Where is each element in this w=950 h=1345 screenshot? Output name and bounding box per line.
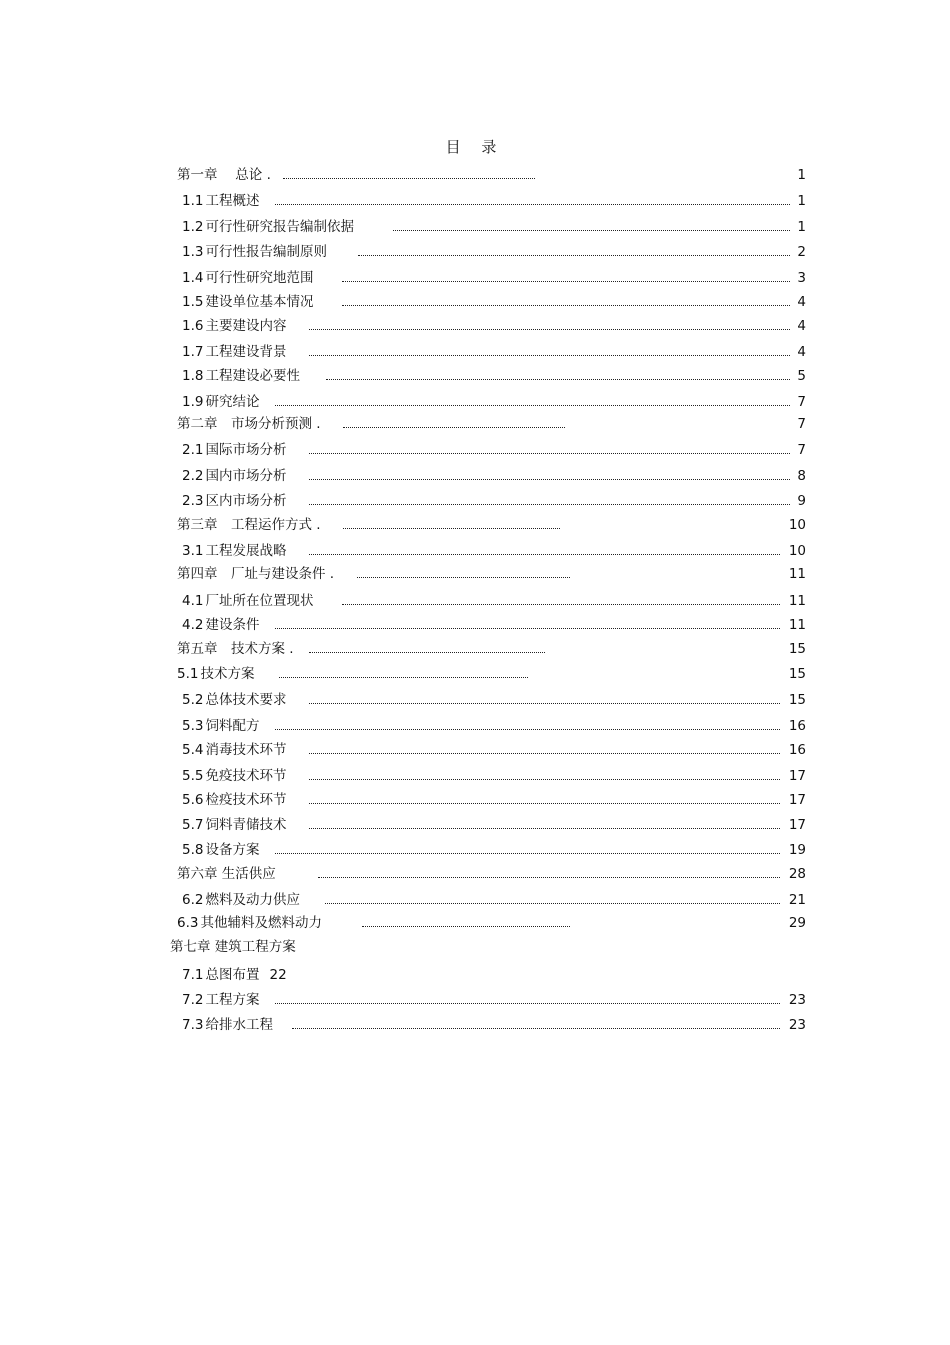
toc-chapter-entry[interactable]	[0, 414, 950, 434]
toc-dot-leader	[343, 528, 560, 529]
toc-entry-number: 5.7	[182, 817, 204, 833]
toc-entry-number: 1.7	[182, 344, 204, 360]
toc-dot-leader	[342, 281, 790, 282]
toc-dot-leader	[292, 1028, 780, 1029]
toc-dot-leader	[362, 926, 570, 927]
toc-entry-label	[182, 541, 290, 561]
toc-page-number: 28	[788, 866, 806, 882]
toc-section-entry[interactable]	[0, 292, 950, 312]
toc-entry-label	[182, 466, 290, 486]
toc-entry-number: 1.3	[182, 244, 204, 260]
toc-entry-label	[170, 937, 300, 957]
toc-entry-text: 总体技术要求	[205, 692, 287, 708]
toc-entry-text: 给排水工程	[205, 1017, 273, 1033]
toc-entry-number: 4.1	[182, 593, 204, 609]
toc-page-number: 16	[788, 742, 806, 758]
toc-section-entry[interactable]	[0, 664, 950, 684]
toc-entry-number: 4.2	[182, 617, 204, 633]
toc-dot-leader	[343, 427, 565, 428]
toc-page-number: 15	[788, 641, 806, 657]
toc-entry-text: 总图布置	[205, 967, 260, 983]
toc-entry-number: 5.1	[177, 666, 199, 682]
toc-chapter-entry[interactable]	[0, 165, 950, 185]
toc-entry-number: 5.4	[182, 742, 204, 758]
toc-page-number: 1	[797, 219, 806, 235]
toc-entry-number: 5.2	[182, 692, 204, 708]
toc-section-entry[interactable]	[0, 840, 950, 860]
toc-page-number: 15	[788, 692, 806, 708]
toc-section-entry[interactable]	[0, 990, 950, 1010]
toc-page-number: 23	[788, 992, 806, 1008]
toc-entry-label	[182, 615, 263, 635]
toc-section-entry[interactable]	[0, 217, 950, 237]
toc-entry-label	[182, 217, 358, 237]
toc-entry-text: 检疫技术环节	[205, 792, 287, 808]
toc-entry-label	[182, 591, 317, 611]
toc-dot-leader	[309, 355, 790, 356]
toc-entry-number: 1.8	[182, 368, 204, 384]
toc-dot-leader	[309, 479, 790, 480]
toc-page-number: 4	[797, 344, 806, 360]
toc-entry-number: 2.1	[182, 442, 204, 458]
toc-page-number: 11	[788, 593, 806, 609]
toc-section-entry[interactable]	[0, 392, 950, 412]
toc-entry-text: 第一章 总论 .	[177, 167, 271, 183]
toc-page-number: 4	[797, 294, 806, 310]
toc-entry-label	[182, 716, 263, 736]
toc-entry-number: 5.6	[182, 792, 204, 808]
toc-entry-text: 厂址所在位置现状	[205, 593, 314, 609]
toc-entry-text: 工程概述	[205, 193, 260, 209]
toc-entry-text: 工程建设背景	[205, 344, 287, 360]
toc-page-number: 8	[797, 468, 806, 484]
toc-section-entry[interactable]	[0, 815, 950, 835]
toc-dot-leader	[342, 305, 790, 306]
toc-entry-text: 主要建设内容	[205, 318, 287, 334]
toc-section-entry[interactable]	[0, 466, 950, 486]
toc-entry-label	[182, 366, 304, 386]
toc-entry-text: 饲料青储技术	[205, 817, 287, 833]
toc-entry-number: 2.2	[182, 468, 204, 484]
toc-page-number: 10	[788, 543, 806, 559]
toc-dot-leader	[275, 628, 780, 629]
toc-dot-leader	[309, 504, 790, 505]
toc-entry-label	[177, 664, 258, 684]
toc-entry-text: 国际市场分析	[205, 442, 287, 458]
toc-entry-label	[182, 890, 304, 910]
toc-page-number: 10	[788, 517, 806, 533]
toc-dot-leader	[393, 230, 790, 231]
toc-entry-number: 1.6	[182, 318, 204, 334]
toc-dot-leader	[326, 379, 790, 380]
toc-page-number: 7	[797, 416, 806, 432]
toc-entry-label	[177, 639, 298, 659]
toc-entry-text: 技术方案	[200, 666, 255, 682]
toc-entry-label	[177, 414, 325, 434]
toc-entry-label	[182, 840, 263, 860]
toc-section-entry[interactable]	[0, 366, 950, 386]
toc-entry-label	[177, 515, 325, 535]
toc-entry-text: 可行性研究报告编制依据	[205, 219, 354, 235]
toc-chapter-entry[interactable]	[0, 937, 950, 957]
toc-entry-label	[182, 191, 263, 211]
toc-entry-number: 1.9	[182, 394, 204, 410]
toc-dot-leader	[275, 405, 790, 406]
toc-section-entry[interactable]	[0, 766, 950, 786]
toc-entry-label	[182, 990, 263, 1010]
toc-entry-number: 1.4	[182, 270, 204, 286]
toc-dot-leader	[275, 1003, 780, 1004]
toc-section-entry[interactable]	[0, 913, 950, 933]
toc-entry-label	[177, 913, 326, 933]
toc-dot-leader	[309, 703, 780, 704]
toc-entry-label	[182, 292, 317, 312]
toc-entry-label	[182, 242, 331, 262]
toc-entry-number: 5.3	[182, 718, 204, 734]
toc-entry-label	[182, 268, 317, 288]
toc-entry-text: 工程建设必要性	[205, 368, 300, 384]
toc-section-entry[interactable]	[0, 491, 950, 511]
toc-entry-number: 2.3	[182, 493, 204, 509]
toc-entry-text: 设备方案	[205, 842, 260, 858]
toc-chapter-entry[interactable]	[0, 515, 950, 535]
toc-entry-label	[177, 564, 338, 584]
toc-dot-leader	[309, 779, 780, 780]
toc-page-number: 7	[797, 394, 806, 410]
toc-entry-number: 5.8	[182, 842, 204, 858]
toc-page-number: 17	[788, 792, 806, 808]
toc-entry-text: 工程发展战略	[205, 543, 287, 559]
toc-entry-label	[182, 815, 290, 835]
toc-entry-label	[177, 165, 275, 185]
toc-page-number: 1	[797, 193, 806, 209]
toc-dot-leader	[309, 753, 780, 754]
toc-section-entry[interactable]	[0, 316, 950, 336]
toc-page-number: 11	[788, 617, 806, 633]
toc-entry-text: 区内市场分析	[205, 493, 287, 509]
toc-page-number: 3	[797, 270, 806, 286]
toc-entry-number: 1.1	[182, 193, 204, 209]
toc-entry-number: 3.1	[182, 543, 204, 559]
toc-entry-text: 第五章 技术方案 .	[177, 641, 294, 657]
toc-chapter-entry[interactable]	[0, 864, 950, 884]
toc-page-number: 21	[788, 892, 806, 908]
toc-page-number: 5	[797, 368, 806, 384]
toc-entry-text: 燃料及动力供应	[205, 892, 300, 908]
toc-page-number: 1	[797, 167, 806, 183]
toc-page-number: 29	[788, 915, 806, 931]
toc-page-number: 23	[788, 1017, 806, 1033]
toc-entry-text: 第四章 厂址与建设条件 .	[177, 566, 335, 582]
toc-section-entry[interactable]	[0, 440, 950, 460]
toc-entry-text: 建设条件	[205, 617, 260, 633]
toc-dot-leader	[358, 255, 790, 256]
toc-entry-label	[182, 1015, 277, 1035]
toc-section-entry[interactable]	[0, 965, 950, 985]
toc-section-entry[interactable]	[0, 268, 950, 288]
toc-dot-leader	[318, 877, 780, 878]
toc-entry-number: 1.5	[182, 294, 204, 310]
toc-entry-text: 免疫技术环节	[205, 768, 287, 784]
toc-title: 目 录	[445, 138, 505, 156]
toc-section-entry[interactable]	[0, 740, 950, 760]
toc-chapter-entry[interactable]	[0, 564, 950, 584]
toc-entry-number: 7.1	[182, 967, 204, 983]
toc-page-number: 19	[788, 842, 806, 858]
toc-page-number: 4	[797, 318, 806, 334]
toc-dot-leader	[283, 178, 535, 179]
toc-entry-text: 研究结论	[205, 394, 260, 410]
toc-dot-leader	[279, 677, 528, 678]
toc-section-entry[interactable]	[0, 890, 950, 910]
toc-section-entry[interactable]	[0, 191, 950, 211]
toc-section-entry[interactable]	[0, 615, 950, 635]
toc-entry-label	[182, 342, 290, 362]
toc-section-entry[interactable]	[0, 342, 950, 362]
toc-entry-text: 建设单位基本情况	[205, 294, 314, 310]
toc-entry-label	[182, 690, 290, 710]
toc-dot-leader	[357, 577, 570, 578]
toc-section-entry[interactable]	[0, 1015, 950, 1035]
toc-dot-leader	[309, 554, 780, 555]
toc-dot-leader	[309, 803, 780, 804]
toc-entry-text: 其他辅料及燃料动力	[200, 915, 322, 931]
toc-section-entry[interactable]	[0, 790, 950, 810]
toc-dot-leader	[309, 453, 790, 454]
toc-entry-label	[177, 864, 280, 884]
toc-entry-text: 第二章 市场分析预测 .	[177, 416, 321, 432]
toc-entry-number: 7.2	[182, 992, 204, 1008]
toc-page-number: 17	[788, 768, 806, 784]
toc-entry-number: 6.3	[177, 915, 199, 931]
toc-entry-label	[182, 440, 290, 460]
toc-dot-leader	[342, 604, 780, 605]
toc-section-entry[interactable]	[0, 541, 950, 561]
toc-entry-text: 工程方案	[205, 992, 260, 1008]
toc-entry-number: 6.2	[182, 892, 204, 908]
toc-entry-label	[182, 790, 290, 810]
toc-section-entry[interactable]	[0, 242, 950, 262]
toc-entry-text: 饲料配方	[205, 718, 260, 734]
toc-page-number: 9	[797, 493, 806, 509]
toc-page-number: 22	[269, 967, 287, 983]
toc-entry-text: 第三章 工程运作方式 .	[177, 517, 321, 533]
toc-dot-leader	[309, 652, 545, 653]
toc-entry-text: 消毒技术环节	[205, 742, 287, 758]
toc-entry-number: 7.3	[182, 1017, 204, 1033]
toc-dot-leader	[275, 853, 780, 854]
toc-entry-text: 第七章 建筑工程方案	[170, 939, 296, 955]
toc-page-number: 17	[788, 817, 806, 833]
toc-section-entry[interactable]	[0, 716, 950, 736]
toc-entry-text: 第六章 生活供应	[177, 866, 276, 882]
toc-entry-number: 1.2	[182, 219, 204, 235]
toc-dot-leader	[325, 903, 780, 904]
toc-section-entry[interactable]	[0, 591, 950, 611]
toc-entry-label	[182, 965, 291, 985]
toc-entry-text: 可行性报告编制原则	[205, 244, 327, 260]
toc-entry-label	[182, 316, 290, 336]
toc-dot-leader	[275, 729, 780, 730]
toc-entry-text: 国内市场分析	[205, 468, 287, 484]
toc-page-number: 15	[788, 666, 806, 682]
toc-dot-leader	[309, 828, 780, 829]
toc-page-number: 11	[788, 566, 806, 582]
toc-dot-leader	[275, 204, 790, 205]
toc-entry-number: 5.5	[182, 768, 204, 784]
toc-entry-label	[182, 491, 290, 511]
toc-entry-label	[182, 740, 290, 760]
toc-entry-text: 可行性研究地范围	[205, 270, 314, 286]
toc-page-number: 2	[797, 244, 806, 260]
toc-entry-label	[182, 766, 290, 786]
toc-page-number: 16	[788, 718, 806, 734]
toc-dot-leader	[309, 329, 790, 330]
toc-chapter-entry[interactable]	[0, 639, 950, 659]
toc-page-number: 7	[797, 442, 806, 458]
toc-entry-label	[182, 392, 263, 412]
toc-section-entry[interactable]	[0, 690, 950, 710]
